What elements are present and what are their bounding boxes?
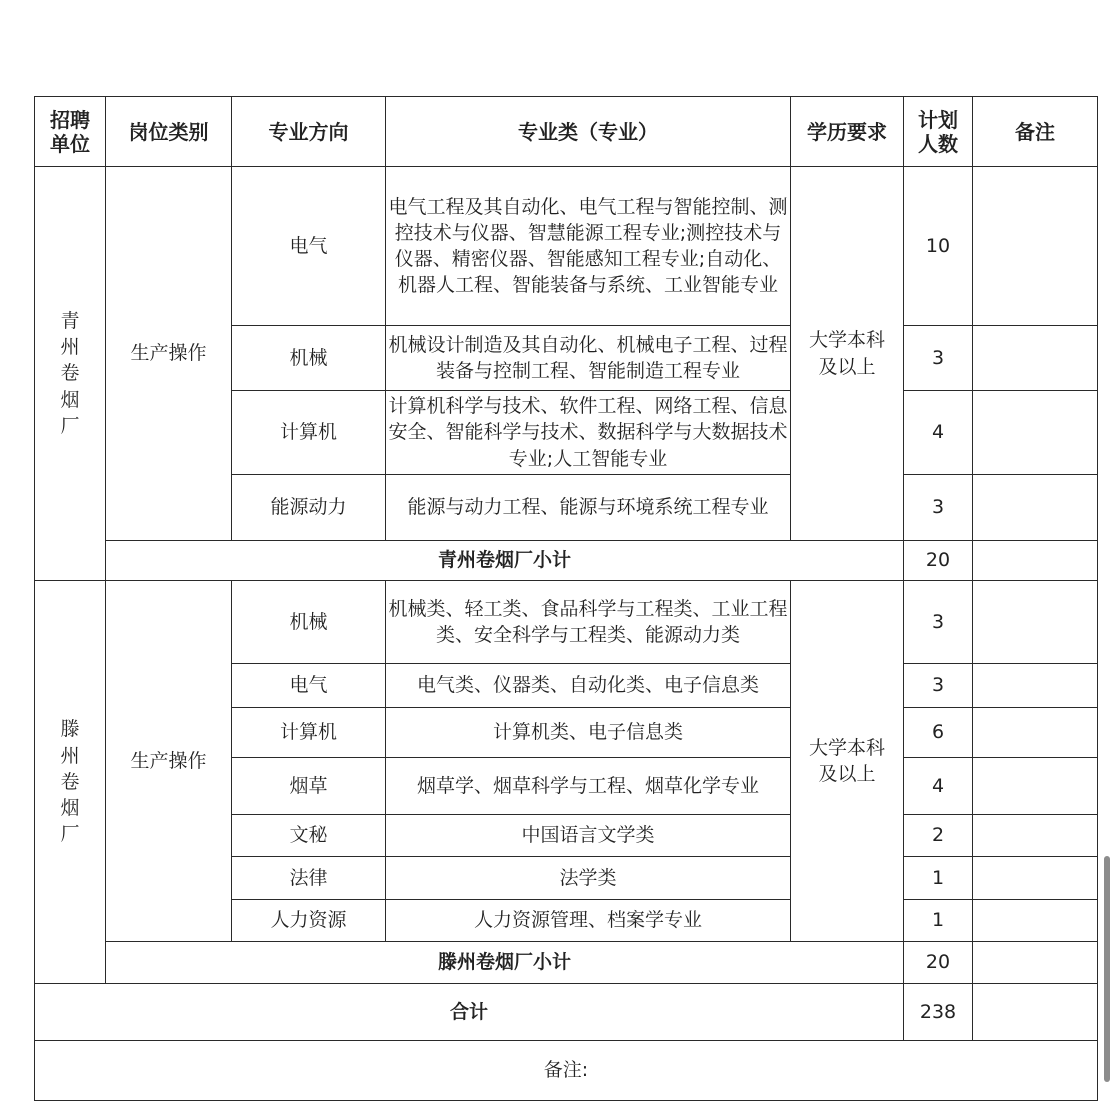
remark-cell bbox=[973, 581, 1098, 664]
total-value: 238 bbox=[904, 984, 973, 1041]
education-tengzhou: 大学本科及以上 bbox=[791, 581, 904, 942]
total-label: 合计 bbox=[35, 984, 904, 1041]
header-education: 学历要求 bbox=[791, 97, 904, 167]
count-cell: 1 bbox=[904, 900, 973, 942]
header-count: 计划人数 bbox=[904, 97, 973, 167]
subtotal-label: 滕州卷烟厂小计 bbox=[106, 942, 904, 984]
subtotal-value: 20 bbox=[904, 942, 973, 984]
header-post-type: 岗位类别 bbox=[106, 97, 232, 167]
direction-cell: 法律 bbox=[232, 857, 386, 900]
post-type-tengzhou: 生产操作 bbox=[106, 581, 232, 942]
education-qingzhou: 大学本科及以上 bbox=[791, 167, 904, 541]
table-row bbox=[35, 167, 1098, 326]
post-type-qingzhou: 生产操作 bbox=[106, 167, 232, 541]
major-cell: 机械类、轻工类、食品科学与工程类、工业工程类、安全科学与工程类、能源动力类 bbox=[386, 581, 791, 664]
major-cell: 机械设计制造及其自动化、机械电子工程、过程装备与控制工程、智能制造工程专业 bbox=[386, 326, 791, 391]
major-cell: 计算机类、电子信息类 bbox=[386, 708, 791, 758]
unit-tengzhou: 滕州卷烟厂 bbox=[35, 581, 106, 984]
remark-cell bbox=[973, 391, 1098, 475]
direction-cell: 机械 bbox=[232, 326, 386, 391]
count-cell: 4 bbox=[904, 758, 973, 815]
direction-cell: 计算机 bbox=[232, 708, 386, 758]
major-cell: 能源与动力工程、能源与环境系统工程专业 bbox=[386, 475, 791, 541]
count-cell: 4 bbox=[904, 391, 973, 475]
recruitment-table bbox=[34, 96, 1098, 1101]
remark-label: 备注: bbox=[35, 1041, 1098, 1101]
header-remark: 备注 bbox=[973, 97, 1098, 167]
major-cell: 人力资源管理、档案学专业 bbox=[386, 900, 791, 942]
remark-cell bbox=[973, 758, 1098, 815]
remark-cell bbox=[973, 326, 1098, 391]
count-cell: 3 bbox=[904, 475, 973, 541]
direction-cell: 文秘 bbox=[232, 815, 386, 857]
remark-cell bbox=[973, 900, 1098, 942]
major-cell: 法学类 bbox=[386, 857, 791, 900]
remark-cell bbox=[973, 815, 1098, 857]
remark-row bbox=[35, 1041, 1098, 1101]
remark-cell bbox=[973, 984, 1098, 1041]
subtotal-row bbox=[35, 541, 1098, 581]
direction-cell: 电气 bbox=[232, 167, 386, 326]
major-cell: 计算机科学与技术、软件工程、网络工程、信息安全、智能科学与技术、数据科学与大数据技术专业;人工智能专业 bbox=[386, 391, 791, 475]
table-row bbox=[35, 581, 1098, 664]
header-row bbox=[35, 97, 1098, 167]
header-direction: 专业方向 bbox=[232, 97, 386, 167]
unit-qingzhou: 青州卷烟厂 bbox=[35, 167, 106, 581]
major-cell: 中国语言文学类 bbox=[386, 815, 791, 857]
count-cell: 1 bbox=[904, 857, 973, 900]
major-cell: 电气工程及其自动化、电气工程与智能控制、测控技术与仪器、智慧能源工程专业;测控技术与仪器、精密仪器、智能感知工程专业;自动化、机器人工程、智能装备与系统、工业智能专业 bbox=[386, 167, 791, 326]
count-cell: 6 bbox=[904, 708, 973, 758]
remark-cell bbox=[973, 664, 1098, 708]
remark-cell bbox=[973, 541, 1098, 581]
remark-cell bbox=[973, 708, 1098, 758]
count-cell: 2 bbox=[904, 815, 973, 857]
count-cell: 10 bbox=[904, 167, 973, 326]
remark-cell bbox=[973, 942, 1098, 984]
remark-cell bbox=[973, 475, 1098, 541]
scrollbar-thumb[interactable] bbox=[1104, 856, 1110, 1082]
direction-cell: 计算机 bbox=[232, 391, 386, 475]
total-row bbox=[35, 984, 1098, 1041]
major-cell: 电气类、仪器类、自动化类、电子信息类 bbox=[386, 664, 791, 708]
subtotal-row bbox=[35, 942, 1098, 984]
subtotal-value: 20 bbox=[904, 541, 973, 581]
count-cell: 3 bbox=[904, 581, 973, 664]
direction-cell: 能源动力 bbox=[232, 475, 386, 541]
header-unit: 招聘单位 bbox=[35, 97, 106, 167]
header-major: 专业类（专业） bbox=[386, 97, 791, 167]
count-cell: 3 bbox=[904, 326, 973, 391]
direction-cell: 烟草 bbox=[232, 758, 386, 815]
direction-cell: 机械 bbox=[232, 581, 386, 664]
direction-cell: 电气 bbox=[232, 664, 386, 708]
major-cell: 烟草学、烟草科学与工程、烟草化学专业 bbox=[386, 758, 791, 815]
subtotal-label: 青州卷烟厂小计 bbox=[106, 541, 904, 581]
remark-cell bbox=[973, 857, 1098, 900]
count-cell: 3 bbox=[904, 664, 973, 708]
remark-cell bbox=[973, 167, 1098, 326]
direction-cell: 人力资源 bbox=[232, 900, 386, 942]
